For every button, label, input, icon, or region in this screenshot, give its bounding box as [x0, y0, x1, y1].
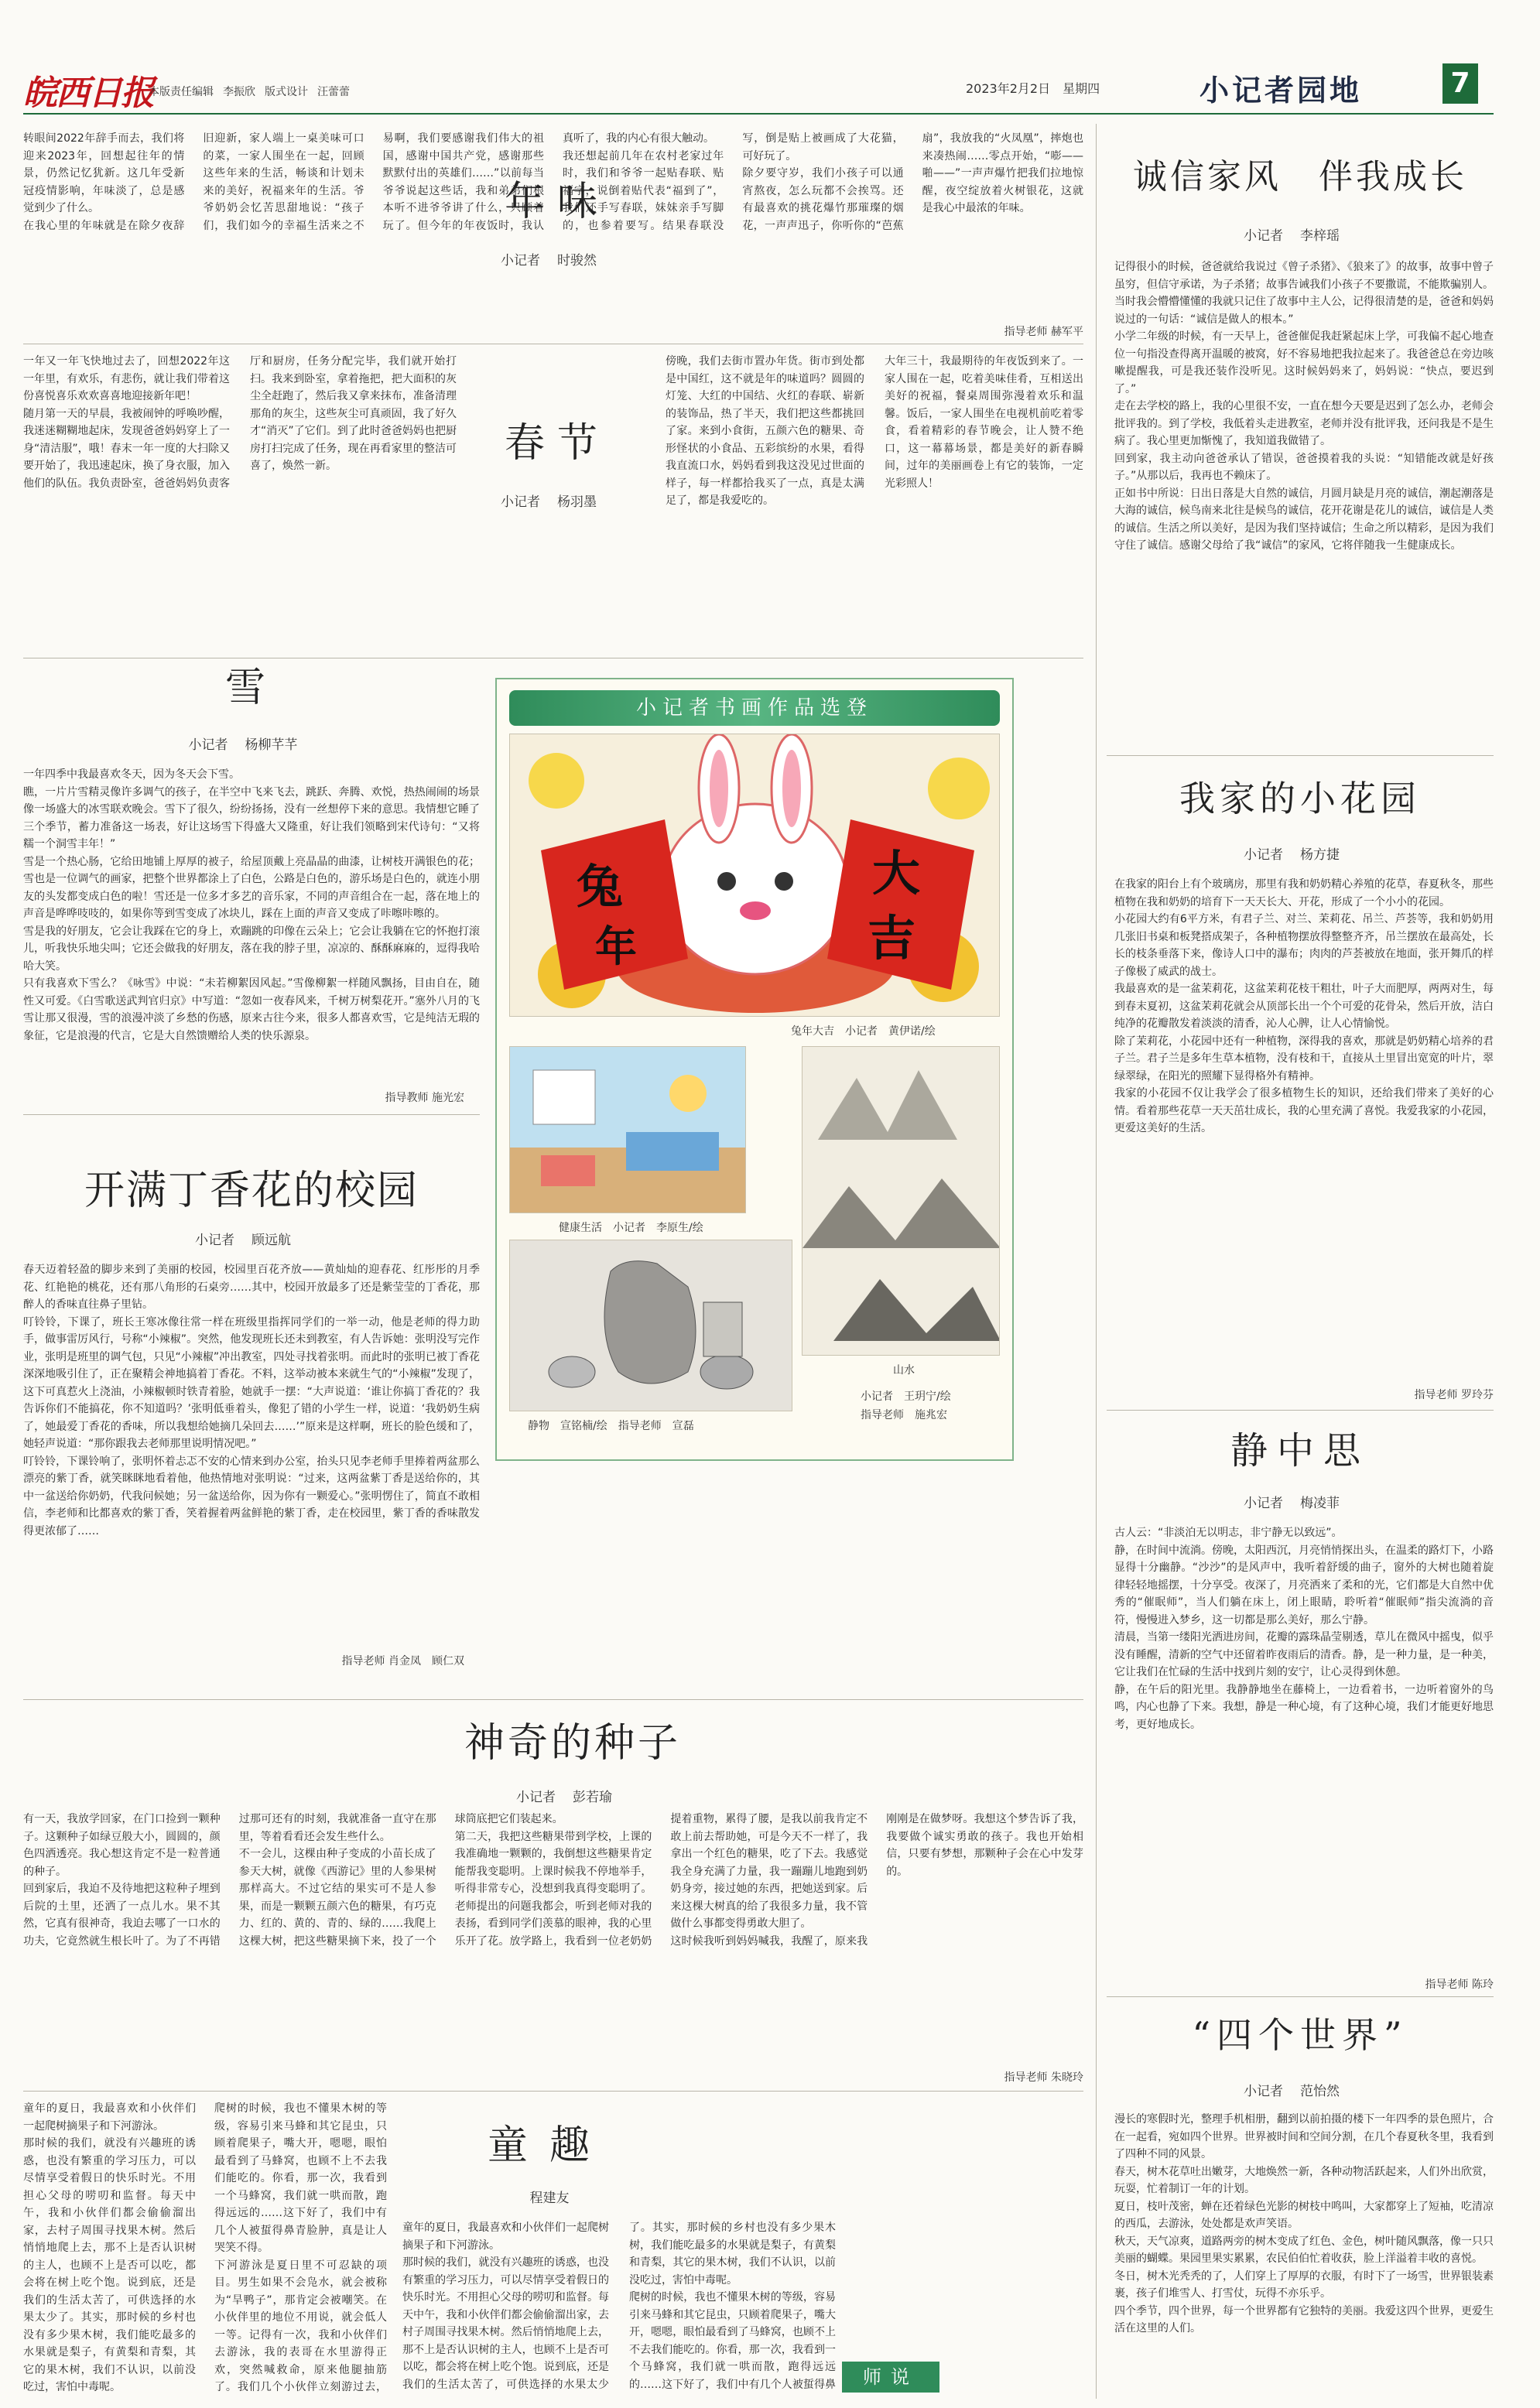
- caption-title: 静物: [528, 1420, 549, 1432]
- newspaper-logo: 皖西日报: [23, 74, 153, 113]
- caption-rabbit: [791, 1023, 946, 1038]
- sishijie-title: “四个世界”: [1192, 2014, 1408, 2056]
- author-label: 小记者: [195, 1233, 234, 1248]
- caption-teacher-label: 指导老师: [861, 1409, 904, 1421]
- tongqu-body: 童年的夏日，我最喜欢和小伙伴们一起爬树摘果子和下河游泳。 那时候的我们，就没有兴趣班的诱惑，也没有繁重的学习压力，可以尽情享受着假日的快乐时光。不用担心父母的唠叨和监督。每天中午，我和小伙伴们都会偷偷溜出家，去村子周围寻找果木树。然后悄悄地爬上去，那不上是否认识树的主人，也顾不上是否可以吃，都会将在树上吃个饱。说到底，还是我们的生活太苦了，可供选择的水果太少了。其实，那时候的乡村也没有多少果木树，我们能吃最多的水果就是梨子，有黄梨和青梨，其它的果木树，我们不认识，以前没吃过，害怕中毒呢。 爬树的时候，我也不懂果木树的等级，容易引来马蜂和其它昆虫，只顾着爬果子，嘴大开，嗯嗯，眼怕最看到了马蜂窝，也顾不上不去我们能吃的。你看，那一次，我看到一个马蜂窝，我们就一哄而散，跑得远远的……这下好了，我们中有几个人被蜇得鼻青脸肿，真是让人哭笑不得。 下河游泳是夏日里不可忍缺的项目。男生如果不会凫水，就会被称为“旱鸭子”，那肯定会被嘲笑。在小伙伴里的地位不用说，就会低人一等。记得有一次，我和小伙伴们去游泳，我的表哥在水里游得正欢，突然喊救命，原来他腿抽筋了。我们几个小伙伴立刻游过去，: [23, 2102, 387, 2393]
- designer-label: 版式设计: [265, 86, 308, 98]
- huayuan-body: 在我家的阳台上有个玻璃房，那里有我和奶奶精心养殖的花草，春夏秋冬，那些植物在我和奶奶的培育下一天天长大、开花，形成了一个小小的花园。 小花园大约有6平方米，有君子兰、对兰、茉莉花、吊兰、芦荟等，我和奶奶用几张旧书桌和板凳搭成架子，各种植物摆放得整整齐齐，吊兰摆放在最高处，长长的枝条垂落下来，像诗人口中的瀑布；肉肉的芦荟被放在地面，张开舞爪的样子像极了威武的战士。 我最喜欢的是一盆茉莉花，这盆茉莉花枝干粗壮，叶子大而肥厚，两两对生，每到春末夏初，这盆茉莉花就会从顶部长出一个个可爱的花骨朵，然后开放，洁白纯净的花瓣散发着淡淡的清香，沁人心脾，让人心情愉悦。 除了茉莉花，小花园中还有一种植物，深得我的喜欢，那就是奶奶精心培养的君子兰。君子兰是多年生草本植物，没有枝和干，直接从土里冒出宽宽的叶片，翠绿翠绿，在阳光的照耀下显得格外有精神。 我家的小花园不仅让我学会了很多植物生长的知识，还给我们带来了美好的心情。看着那些花草一天天茁壮成长，我的心里充满了喜悦。我爱我家的小花园，更爱这美好的生活。: [1114, 878, 1494, 1134]
- nianwei-byline: [464, 249, 650, 269]
- jingzhongsi-title: 静中思: [1230, 1429, 1370, 1473]
- dingxiang-byline: [23, 1229, 480, 1248]
- caption-landscape-title: 山水: [893, 1364, 915, 1377]
- still-life-sketch: [510, 1240, 792, 1411]
- section-title: 小记者园地: [1199, 74, 1363, 108]
- artwork-char: 大: [872, 845, 921, 901]
- chunjie-byline: [464, 491, 650, 510]
- page-number: 7: [1442, 63, 1478, 104]
- zhongzi-body: 有一天，我放学回家，在门口捡到一颗种子。这颗种子如绿豆般大小，圆圆的，颜色四洒透亮。我心想这肯定不是一粒普通的种子。 回到家后，我迫不及待地把这粒种子埋到后院的土里，还洒了一点儿水。果不其然，它真有很神奇，我迫去哪了一口水的功夫，它竟然就生根长叶了。为了不再错过那可还有的时刻，我就准备一直守在那里，等着看看还会发生些什么。 不一会儿，这棵由种子变成的小苗长成了参天大树，就像《西游记》里的人参果树那样高大。不过它结的果实可不是人参果，而是一颗颗五颜六色的糖果，有巧克力、红的、黄的、青的、绿的……我爬上这棵大树，把这些糖果摘下来，投了一个球筒底把它们装起来。 第二天，我把这些糖果带到学校，上课的我准确地一颗颗的，我倒想这些糖果肯定能帮我变聪明。上课时候我不停地举手，听得非常专心，没想到我真得变聪明了。老师提出的问题我都会，听到老师对我的表扬，看到同学们羡慕的眼神，我的心里乐开了花。放学路上，我看到一位老奶奶提着重物，累得了腰，是我以前我肯定不敢上前去帮助她，可是今天不一样了，我拿出一个红色的糖果，吃了下去。我感觉我全身充满了力量，我一蹦蹦儿地跑到奶奶身旁，接过她的东西，把她送到家。后来这棵大树真的给了我很多力量，我不管做什么事都变得勇敢大胆了。 这时候我听到妈妈喊我，我醒了，原来我刚刚是在做梦呀。我想这个梦告诉了我，我要做个诚实勇敢的孩子。我也开始相信，只要有梦想，那颗种子会在心中发芽的。: [23, 1813, 1083, 1948]
- section-divider: [1107, 1410, 1494, 1411]
- dingxiang-teacher: [155, 1653, 464, 1668]
- huayuan-teacher: [1261, 1387, 1494, 1402]
- author-label: 小记者: [516, 1790, 556, 1805]
- xue-byline: [23, 734, 480, 753]
- teacher-label: 指导老师: [1004, 326, 1048, 338]
- caption-author: 王玥宁/绘: [904, 1390, 951, 1403]
- section-divider: [23, 1699, 1083, 1700]
- teacher-name: 赫军平: [1051, 326, 1083, 338]
- author-label: 小记者: [1244, 228, 1283, 244]
- chunjie-title: 春节: [504, 420, 610, 467]
- weekday-text: 星期四: [1063, 81, 1100, 96]
- teacher-name: 陈玲: [1472, 1979, 1494, 1991]
- teacher-label: 指导老师: [1425, 1979, 1469, 1991]
- caption-teacher-label: 指导老师: [618, 1420, 662, 1432]
- author-name: 顾远航: [252, 1233, 291, 1248]
- teacher-says-badge: 师说: [842, 2362, 939, 2393]
- caption-author: 李原生/绘: [656, 1222, 703, 1234]
- xue-body: 一年四季中我最喜欢冬天，因为冬天会下雪。 瞧，一片片雪精灵像许多调气的孩子，在半空中飞来飞去，跳跃、奔腾、欢悦，热热闹闹的场景像一场盛大的冰雪联欢晚会。雪下了很久，纷纷扬扬，没有一丝想停下来的意思。我情想它睡了三个季节，蓄力准备这一场表，好让这场雪下得盛大又隆重，好让我们领略到宋代诗句：“又将糯一个洞雪丰年！” 雪是一个热心肠，它给田地铺上厚厚的被子，给屋顶戴上亮晶晶的曲漆，让树枝开满银色的花；雪也是一位调气的画家，把整个世界都涂上了白色，公路是白色的，游乐场是白色的，就连小朋友的头发都变成白色的啦！雪还是一位多才多艺的音乐家，不同的声音组合在一起，落在地上的声音是哗哗吱吱的，如果你等到雪变成了冰块儿，踩在上面的声音又变成了咔嚓咔嚓的。 雪是我的好朋友，它会让我踩在它的身上，欢蹦跳的印像在云朵上；它会让我躺在它的怀抱打滚儿，听我快乐地尖叫；它还会做我的好朋友，落在我的脖子里，凉凉的、酥酥麻麻的，逗得我哈哈大笑。 只有我喜欢下雪么？《咏雪》中说：“未若柳絮因风起。”雪像柳絮一样随风飘扬，目由自在，随性又可爱。《白雪歌送武判官归京》中写道：“忽如一夜春风来，千树万树梨花开。”塞外八月的飞雪让那又很漫，雪的浪漫冲淡了乡愁的伤感，原来古往今来，很多人都喜欢雪，它是纯洁无瑕的象征，它是浪漫的代言，它是大自然馈赠给人类的快乐源泉。: [23, 768, 480, 1042]
- author-name: 杨方捷: [1300, 847, 1340, 863]
- chengxin-byline: [1107, 224, 1494, 244]
- xue-title: 雪: [224, 665, 278, 711]
- room-illustration: [510, 1047, 746, 1213]
- author-name: 梅凌菲: [1300, 1496, 1340, 1511]
- dingxiang-body: 春天迈着轻盈的脚步来到了美丽的校园，校园里百花齐放——黄灿灿的迎春花、红彤彤的月季花、红艳艳的桃花，还有那八角形的石桌旁……其中，校园开放最多了还是紫莹莹的丁香花，那醉人的香味直往鼻子里钻。 叮铃铃，下课了，班长王寒冰像往常一样在班级里指挥同学们的一举一动，他是老师的得力助手，做事雷厉风行，号称“小辣椒”。突然，他发现班长还未到教室，有人告诉她：张明没写完作业，张明是班里的调气包，只见“小辣椒”冲出教室，四处寻找着张明。而此时的张明已被丁香花深深地吸引住了，正在聚精会神地搞着丁香花。不料，这举动被本来就生气的“小辣椒”发现了，这下可真惹火上浇油，小辣椒顿时铁青着脸，她就手一摆：“大声说道：‘谁让你搞丁香花的？我告诉你们不能搞花，你不知道吗？’张明低垂着头，像犯了错的小学生一样，说道：‘我奶奶生病了，她最爱丁香花的香味，所以我想给她摘几朵回去……’”原来是这样啊，班长的脸色缓和了，她轻声说道：“那你跟我去老师那里说明情况吧。” 叮铃铃，下课铃响了，张明怀着忐忑不安的心情来到办公室，抬头只见李老师手里捧着两盆那么漂亮的紫丁香，就笑眯眯地看着他，他热情地对张明说：“过来，这两盆紫丁香是送给你的，其中一盆送给你奶奶，代我问候她；另一盆送给你，因为你有一颗爱心。”张明愣住了，简直不敢相信，李老师和比都喜欢的紫丁香，笑着握着两盆鲜艳的紫丁香，走在校园里，紫丁香的香味散发得更浓郁了……: [23, 1264, 480, 1537]
- caption-landscape-teacher: [861, 1407, 958, 1422]
- author-name: 李梓瑶: [1300, 228, 1340, 244]
- caption-author: 宣铭楠/绘: [560, 1420, 607, 1432]
- editor-name: 李振欣: [223, 86, 255, 98]
- section-divider: [1107, 755, 1494, 756]
- chunjie-body-left: 一年又一年飞快地过去了，回想2022年这一年里，有欢乐，有悲伤，就让我们带着这份喜悦喜乐欢欢喜喜地迎接新年吧！ 随月第一天的早晨，我被闹钟的呼唤吵醒，我迷迷糊糊地起床，发现爸爸妈妈穿上了一身“清洁服”，哦！春末一年一度的大扫除又要开始了，我迅速起床，换了身衣服，加入他们的队伍。我负责卧室，爸爸妈妈负责客厅和厨房，任务分配完毕，我们就开始打扫。我来到卧室，拿着拖把，把大面积的灰尘全赶跑了，然后我又拿来抹布，准备清理那角的灰尘，这些灰尘可真顽固，我了好久才“消灭”了它们。到了此时爸爸妈妈也把厨房打扫完成了任务，现在再看家里的整洁可喜了，焕然一新。: [23, 355, 457, 490]
- caption-healthy: [559, 1219, 714, 1235]
- dingxiang-title: 开满丁香花的校园: [84, 1168, 419, 1214]
- still-life-artwork: [509, 1240, 792, 1411]
- jingzhongsi-byline: [1107, 1492, 1494, 1511]
- gallery-title: 小记者书画作品选登: [509, 690, 1000, 726]
- author-name: 范怡然: [1300, 2084, 1340, 2099]
- teacher-label: 指导教师: [385, 1092, 429, 1104]
- author-name: 杨羽墨: [557, 494, 597, 510]
- jingzhongsi-teacher: [1261, 1976, 1494, 1992]
- teacher-label: 指导老师: [1414, 1389, 1458, 1401]
- author-label: 小记者: [501, 253, 540, 269]
- sishijie-byline: [1107, 2080, 1494, 2099]
- sishijie-body: 漫长的寒假时光，整理手机相册，翻到以前拍摄的楼下一年四季的景色照片，合在一起看，宛如四个世界。世界被时间和空间分割，在几个春夏秋冬里，我看到了四种不同的风景。 春天，树木花草吐出嫩芽，大地焕然一新，各种动物活跃起来，人们外出欣赏，玩耍，忙着制订一年的计划。 夏日，枝叶茂密，蝉在还着绿色光影的树枝中鸣叫，大家都穿上了短袖，吃清凉的西瓜，去游泳，处处都是欢声笑语。 秋天，天气凉爽，道路两旁的树木变成了红色、金色，树叶随风飘落，像一只只美丽的蝴蝶。果园里果实累累，农民伯伯忙着收获，脸上洋溢着丰收的喜悦。 冬日，树木光秃秃的了，人们穿上了厚厚的衣服，有时下了一场雪，世界银装素裹，孩子们堆雪人、打雪仗，玩得不亦乐乎。 四个季节，四个世界，每一个世界都有它独特的美丽。我爱这四个世界，更爱生活在这里的人们。: [1114, 2113, 1494, 2334]
- author-label: 小记者: [501, 494, 540, 510]
- caption-author-label: 小记者: [861, 1390, 893, 1403]
- author-name: 杨柳芊芊: [245, 737, 298, 753]
- section-divider: [23, 2091, 1083, 2092]
- date-text: 2023年2月2日: [966, 81, 1051, 96]
- tongqu-body-continued: 童年的夏日，我最喜欢和小伙伴们一起爬树摘果子和下河游泳。 那时候的我们，就没有兴趣班的诱惑，也没有繁重的学习压力，可以尽情享受着假日的快乐时光。不用担心父母的唠叨和监督。每天中午，我和小伙伴们都会偷偷溜出家，去村子周围寻找果木树。然后悄悄地爬上去，那不上是否认识树的主人，也顾不上是否可以吃，都会将在树上吃个饱。说到底，还是我们的生活太苦了，可供选择的水果太少了。其实，那时候的乡村也没有多少果木树，我们能吃最多的水果就是梨子，有黄梨和青梨，其它的果木树，我们不认识，以前没吃过，害怕中毒呢。 爬树的时候，我也不懂果木树的等级，容易引来马蜂和其它昆虫，只顾着爬果子，嘴大开，嗯嗯，眼怕最看到了马蜂窝，也顾不上不去我们能吃的。你看，那一次，我看到一个马蜂窝，我们就一哄而散，跑得远远的……这下好了，我们中有几个人被蜇得鼻: [402, 2222, 836, 2391]
- section-divider: [23, 1114, 480, 1115]
- author-label: 小记者: [188, 737, 228, 753]
- caption-title: 健康生活: [559, 1222, 602, 1234]
- teacher-name: 朱晓玲: [1051, 2071, 1083, 2084]
- xue-teacher: [232, 1089, 464, 1105]
- artwork-char: 兔: [577, 860, 623, 915]
- jingzhongsi-body: 古人云：“非淡泊无以明志，非宁静无以致远”。 静，在时间中流淌。傍晚，太阳西沉，月亮悄悄探出头，在温柔的路灯下，小路显得十分幽静。“沙沙”的是风声中，我听着舒缓的曲子，窗外的大树也随着旋律轻轻地摇摆，十分享受。夜深了，月亮洒来了柔和的光，它们都是大自然中优秀的“催眠师”，当人们躺在床上，闭上眼睛，聆听着“催眠师”指尖流淌的音符，慢慢进入梦乡，这一切都是那么美好，那么宁静。 清晨，当第一缕阳光洒进房间，花瓣的露珠晶莹剔透，草儿在微风中摇曳，似乎没有睡醒，清新的空气中还留着昨夜雨后的清香。静，是一种力量，是一种美，它让我们在忙碌的生活中找到片刻的安宁，让心灵得到休憩。 静，在午后的阳光里。我静静地坐在藤椅上，一边看着书，一边听着窗外的鸟鸣，内心也静了下来。我想，静是一种心境，有了这种心境，我们才能更好地思考，更好地成长。: [1114, 1527, 1494, 1731]
- huayuan-byline: [1107, 843, 1494, 863]
- caption-still-life: [528, 1418, 705, 1433]
- column-divider: [1096, 124, 1097, 2399]
- zhongzi-teacher: [851, 2069, 1083, 2085]
- tongqu-title: 童趣: [487, 2122, 611, 2169]
- tongqu-byline: 程建友: [529, 2191, 570, 2206]
- caption-teacher: 施兆宏: [915, 1409, 947, 1421]
- caption-author-label: 小记者: [845, 1025, 878, 1038]
- chengxin-title: 诚信家风 伴我成长: [1133, 157, 1467, 197]
- header-divider: [23, 113, 1494, 115]
- editor-credits: [149, 84, 359, 99]
- artwork-char: 年: [595, 922, 637, 971]
- teacher-label: 指导老师: [341, 1655, 385, 1667]
- ink-landscape: [803, 1047, 1000, 1356]
- section-divider: [1107, 1996, 1494, 1997]
- healthy-life-artwork: [509, 1046, 746, 1213]
- issue-date: [966, 79, 1112, 97]
- editor-label: 本版责任编辑: [149, 86, 214, 98]
- teacher-name: 罗玲芬: [1461, 1389, 1494, 1401]
- chunjie-body-right: 傍晚，我们去街市置办年货。街市到处都是中国红，这不就是年的味道吗？圆圆的灯笼、大红的中国结、火红的春联、崭新的装饰品，热了半天，我们把这些都挑回了家。来到小食街，五颜六色的糖果、奇形怪状的小食品、五彩缤纷的水果，看得我直流口水，妈妈看到我这没见过世面的样子，每一样都拾我买了一点，真是太满足了，都是我爱吃的。 大年三十，我最期待的年夜饭到来了。一家人围在一起，吃着美味佳肴，互相送出美好的祝福，餐桌周围弥漫着欢乐和温馨。饭后，一家人围坐在电视机前吃着零食，看着精彩的春节晚会，让人赞不绝口，这一幕幕场景，都是美好的新春瞬间，过年的美丽画卷上有它的装饰，一定光彩照人！: [666, 355, 1083, 507]
- caption-landscape-author: [861, 1388, 962, 1404]
- caption-teacher: 宣磊: [672, 1420, 694, 1432]
- teacher-name: 施光宏: [432, 1092, 464, 1104]
- nianwei-title: 年味: [504, 179, 610, 225]
- author-label: 小记者: [1244, 1496, 1283, 1511]
- huayuan-title: 我家的小花园: [1179, 778, 1421, 819]
- designer-name: 汪蕾蕾: [317, 86, 350, 98]
- teacher-label: 指导老师: [1004, 2071, 1048, 2084]
- landscape-artwork: [802, 1046, 1000, 1356]
- zhongzi-title: 神奇的种子: [464, 1720, 681, 1767]
- art-gallery: [495, 678, 1014, 1461]
- artwork-char: 吉: [868, 910, 916, 966]
- author-name: 彭若瑜: [573, 1790, 612, 1805]
- chengxin-body: 记得很小的时候，爸爸就给我说过《曾子杀猪》、《狼来了》的故事，故事中曾子虽穷，但信守承诺，为子杀猪；故事告诫我们小孩子不要撒谎，不能欺骗别人。当时我会懵懵懂懂的我就只记住了故事中主人公，记得很清楚的是，爸爸和妈妈说过的一句话：“诚信是做人的根本。” 小学二年级的时候，有一天早上，爸爸催促我赶紧起床上学，可我偏不起心地查位一句指没查得离开温暖的被窝，好不容易地把我拉起来了。我爸爸总在旁边咳嗽提醒我，可是我还装作没听见。这时候妈妈来了，妈妈说：“快点，要迟到了。” 走在去学校的路上，我的心里很不安，一直在想今天要是迟到了怎么办，老师会批评我的。到了学校，我低着头走进教室，老师并没有批评我，还问我是不是生病了。我心里更加惭愧了，我知道我做错了。 回到家，我主动向爸爸承认了错误，爸爸摸着我的头说：“知错能改就是好孩子。”从那以后，我再也不赖床了。 正如书中所说：日出日落是大自然的诚信，月圆月缺是月亮的诚信，潮起潮落是大海的诚信，候鸟南来北往是候鸟的诚信，花开花谢是花儿的诚信，诚信是人类的诚信。生活之所以美好，是因为我们坚持诚信；生命之所以精彩，是因为我们守住了诚信。感谢父母给了我“诚信”的家风，它将伴随我一生健康成长。: [1114, 261, 1494, 552]
- rabbit-artwork: [509, 734, 1000, 1017]
- author-label: 小记者: [1244, 847, 1283, 863]
- author-label: 小记者: [1244, 2084, 1283, 2099]
- caption-author-label: 小记者: [613, 1222, 645, 1234]
- zhongzi-byline: [341, 1786, 805, 1805]
- caption-author: 黄伊诺/绘: [888, 1025, 936, 1038]
- caption-title: 兔年大吉: [791, 1025, 834, 1038]
- tongqu-continuation: [402, 2219, 836, 2397]
- nianwei-teacher: [851, 323, 1083, 339]
- nianwei-body: 转眼间2022年辞手而去，我们将迎来2023年，回想起往年的情景，仍然记忆犹新。这几年受新冠疫情影响，年味淡了，总是感觉到少了什么。 在我心里的年味就是在除夕夜辞旧迎新，家人端上一桌美味可口的菜，一家人围坐在一起，回顾这些年来的生活，畅谈和计划未来的美好，祝福来年的生活。爷爷奶奶会忆苦思甜地说：“孩子们，我们如今的幸福生活来之不易啊，我们要感谢我们伟大的祖国，感谢中国共产党，感谢那些默默付出的英雄们……”以前每当爷爷说起这些话，我和弟弟们根本听不进爷爷讲了什么，只顾着玩了。但今年的年夜饭时，我认真听了，我的内心有很大触动。 我还想起前几年在农村老家过年时，我们和爷爷一起贴春联、贴福字，说倒着贴代表“福到了”，我们还手写春联，妹妹亲手写脚的，也参着要写。结果春联没写，倒是贴上被画成了大花猫，可好玩了。 除夕要守岁，我们小孩子可以通宵熬夜，怎么玩都不会挨骂。还有最喜欢的挑花爆竹那璀璨的烟花，一声声迅子，你听你的“芭蕉扇”，我放我的“火凤凰”，摔炮也来凑热闹……零点开始，“嘭——啪——”一声声爆竹把我们拉地惊醒，夜空绽放着火树银花，这就是我心中最浓的年味。: [23, 132, 1083, 232]
- author-name: 时骏然: [557, 253, 597, 269]
- teacher-name: 肖金凤 顾仁双: [388, 1655, 464, 1667]
